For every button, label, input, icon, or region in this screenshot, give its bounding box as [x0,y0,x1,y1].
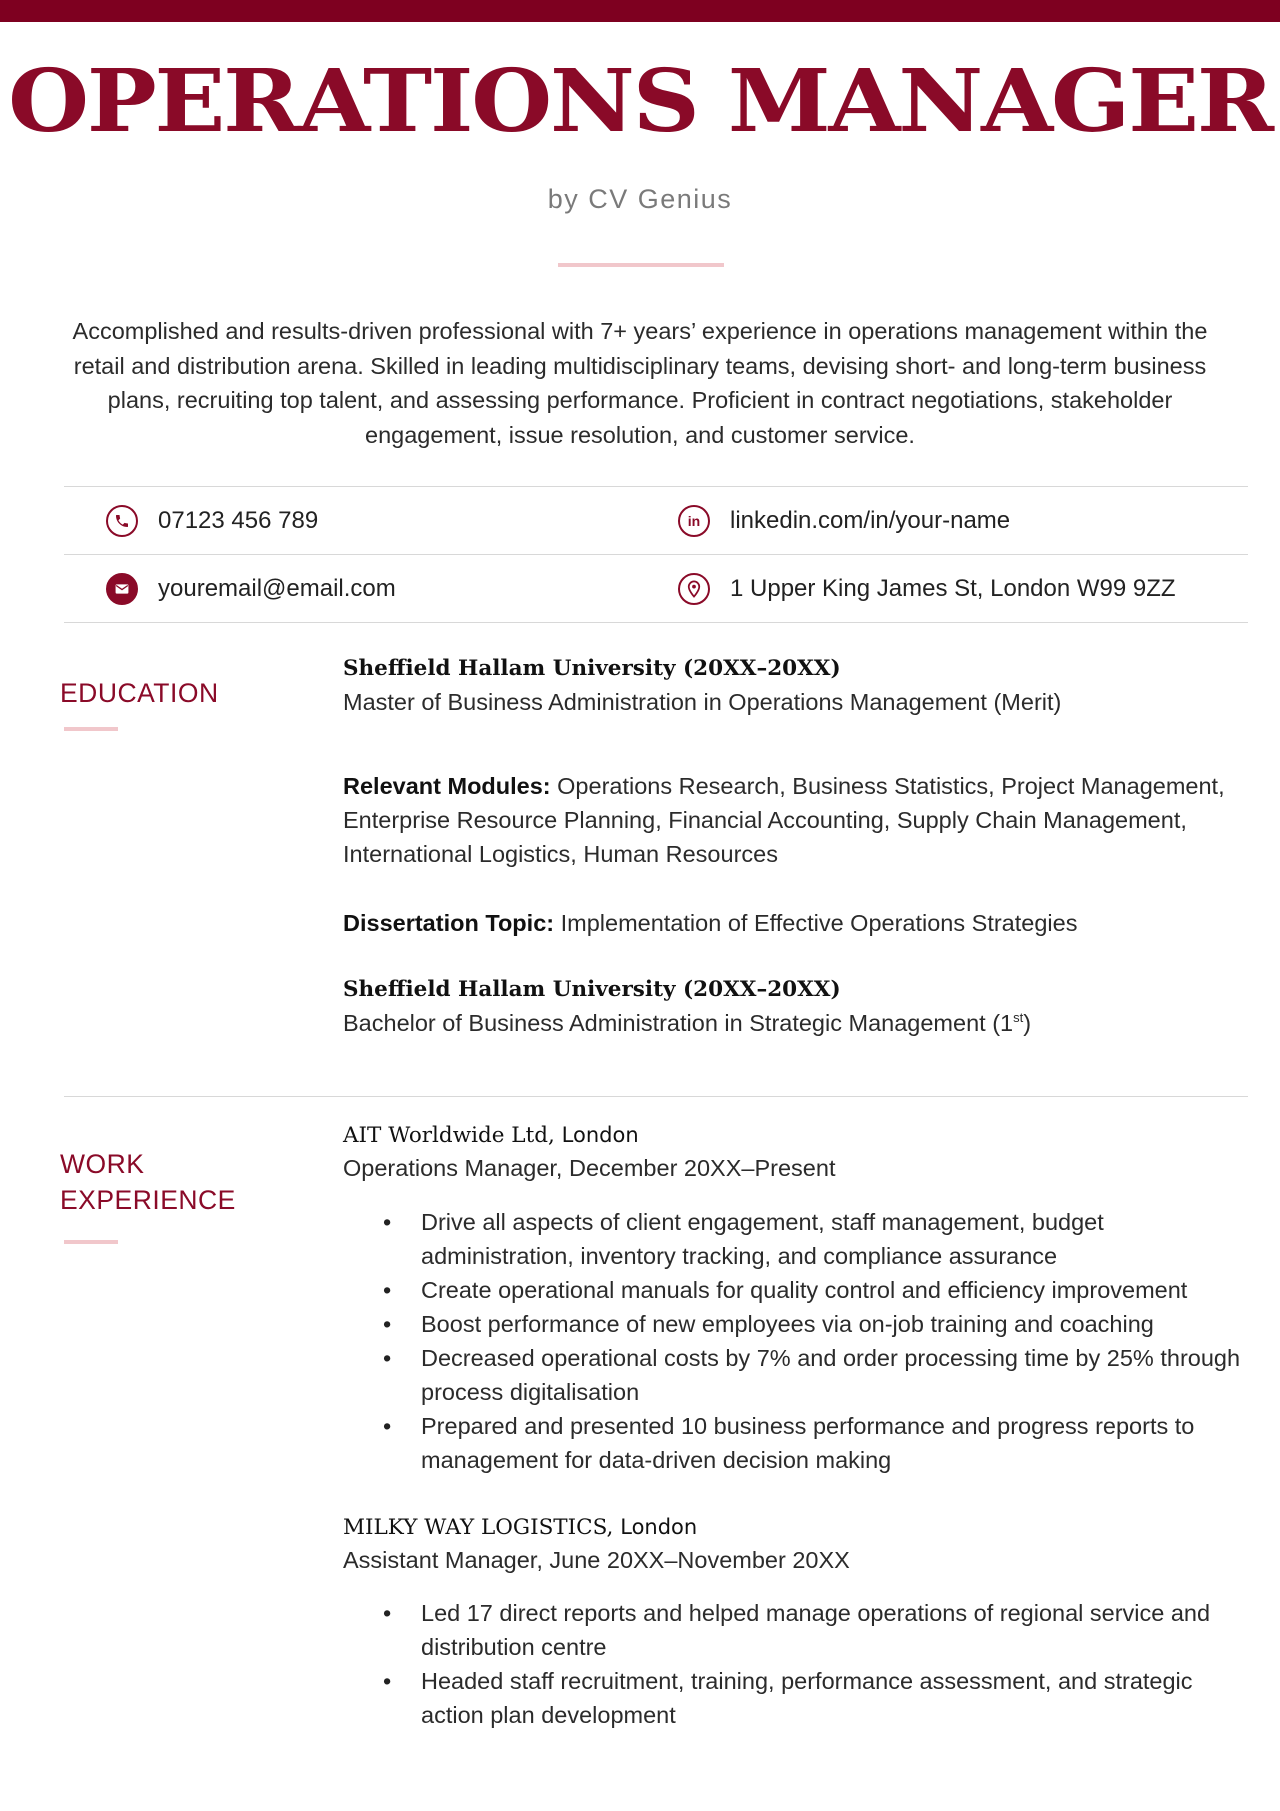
education-school-1: Sheffield Hallam University (20XX–20XX) [343,656,841,681]
contact-middle-divider [64,554,1248,555]
contact-phone [106,505,318,537]
address-text: 1 Upper King James St, London W99 9ZZ [730,575,1176,602]
education-school-2: Sheffield Hallam University (20XX–20XX) [343,977,841,1002]
linkedin-link[interactable]: linkedin.com/in/your-name [730,507,1011,534]
byline: by CV Genius [547,184,733,214]
list-item: • Create operational manuals for quality control and efficiency improvement [343,1273,1243,1307]
dissertation-label: Dissertation Topic: [343,910,555,936]
education-heading: EDUCATION [60,678,219,708]
work-heading-underline [64,1240,118,1244]
job-2-role: Assistant Manager, June 20XX–November 20XX [343,1547,850,1573]
email-icon [106,573,138,605]
list-item: • Led 17 direct reports and helped manage operations of regional service and distribution centre [343,1596,1243,1664]
contact-address [678,573,1176,605]
linkedin-icon: in [678,505,710,537]
contact-linkedin [678,505,1010,537]
education-modules [343,769,1243,871]
modules-list: Operations Research, Business Statistics, Project Management, Enterprise Resource Planning, Financial Accounting, Supply Chain Management, International Logistics, Human Resources [343,773,1225,867]
contact-email [106,573,396,605]
job-2-bullets [343,1596,1243,1732]
education-degree-2: Bachelor of Business Administration in Strategic Management (1st) [343,1010,1032,1036]
job-1-bullets [343,1205,1243,1477]
list-item: • Boost performance of new employees via on-job training and coaching [343,1307,1243,1341]
section-divider [64,1096,1248,1097]
location-pin-icon [678,573,710,605]
list-item: • Headed staff recruitment, training, performance assessment, and strategic action plan development [343,1664,1243,1732]
education-degree-1: Master of Business Administration in Operations Management (Merit) [343,689,1062,715]
page-title: OPERATIONS MANAGER [8,51,1272,152]
top-accent-bar [0,0,1280,22]
education-heading-underline [64,727,118,731]
phone-link[interactable]: 07123 456 789 [158,507,319,534]
email-link[interactable]: youremail@email.com [158,575,396,602]
job-1-role: Operations Manager, December 20XX–Present [343,1155,836,1181]
title-divider [558,263,724,267]
education-dissertation [343,906,1077,940]
dissertation-topic: Implementation of Effective Operations Strategies [560,910,1078,936]
contact-bottom-divider [64,622,1248,623]
list-item: • Decreased operational costs by 7% and order processing time by 25% through process digitalisation [343,1341,1243,1409]
modules-label: Relevant Modules: [343,773,551,799]
job-1-company: AIT Worldwide Ltd, London [343,1123,639,1148]
professional-summary: Accomplished and results-driven professional with 7+ years’ experience in operations management within the retail and distribution arena. Skilled in leading multidisciplinary teams, devising short- and long-term business plans, recruiting top talent, and assessing performance. Proficient in contract negotiations, stakeholder engagement, issue resolution, and customer service. [72,318,1208,448]
work-experience-heading: WORK EXPERIENCE [60,1149,236,1215]
list-item: • Drive all aspects of client engagement, staff management, budget administration, inventory tracking, and compliance assurance [343,1205,1243,1273]
phone-icon [106,505,138,537]
job-2-company: MILKY WAY LOGISTICS, London [343,1515,698,1540]
contact-top-divider [64,486,1248,487]
list-item: • Prepared and presented 10 business performance and progress reports to management for data-driven decision making [343,1409,1243,1477]
